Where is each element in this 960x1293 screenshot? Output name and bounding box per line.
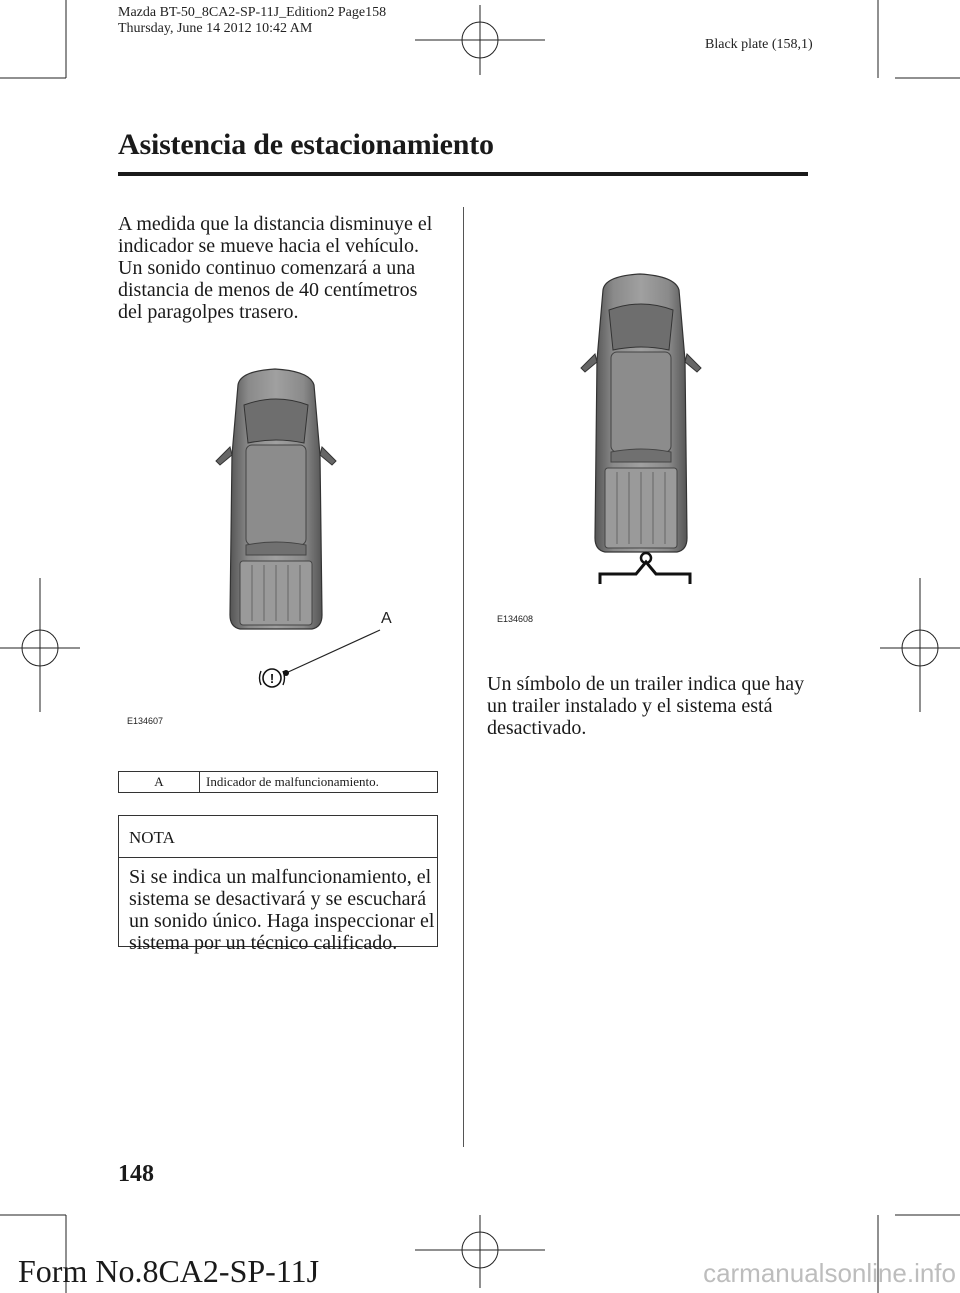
truck-top-view — [216, 369, 336, 629]
nota-title: NOTA — [129, 828, 175, 847]
callout-table — [118, 771, 438, 793]
truck-malfunction-figure — [200, 365, 410, 725]
callout-leader — [283, 630, 380, 676]
intro-paragraph: A medida que la distancia disminuye el indicador se mueve hacia el vehículo. Un sonido continuo comenzará a una distancia de menos de 40 centímetros del paragolpes trasero. — [118, 213, 433, 323]
table-row — [119, 772, 438, 793]
trailer-hitch-icon — [596, 548, 696, 588]
truck-top-view — [581, 274, 701, 552]
form-number: Form No.8CA2-SP-11J — [18, 1253, 320, 1289]
nota-divider — [119, 857, 437, 858]
page-number: 148 — [118, 1161, 154, 1187]
callout-letter-a: A — [381, 610, 392, 627]
watermark: carmanualsonline.info — [703, 1258, 956, 1288]
print-header-plate: Black plate (158,1) — [705, 37, 813, 52]
truck-trailer-figure — [575, 270, 725, 590]
nota-box — [118, 815, 438, 954]
column-divider — [463, 207, 464, 1147]
callout-key: A — [119, 772, 200, 793]
figure-code-left: E134607 — [127, 716, 164, 726]
callout-description: Indicador de malfuncionamiento. — [200, 772, 438, 793]
figure-code-right: E134608 — [497, 614, 534, 624]
nota-text: Si se indica un malfuncionamiento, el sistema se desactivará y se escuchará un sonido único. Haga inspeccionar el sistema por un técnico calificado. — [129, 866, 435, 954]
print-header-line1: Mazda BT-50_8CA2-SP-11J_Edition2 Page158 — [118, 5, 387, 20]
title-rule — [118, 172, 808, 176]
print-header-line2: Thursday, June 14 2012 10:42 AM — [118, 21, 313, 36]
warning-symbol: ! — [269, 671, 275, 686]
section-title: Asistencia de estacionamiento — [118, 128, 494, 161]
trailer-paragraph: Un símbolo de un trailer indica que hay un trailer instalado y el sistema está desactivado. — [487, 673, 805, 739]
warning-indicator-icon — [260, 669, 285, 687]
